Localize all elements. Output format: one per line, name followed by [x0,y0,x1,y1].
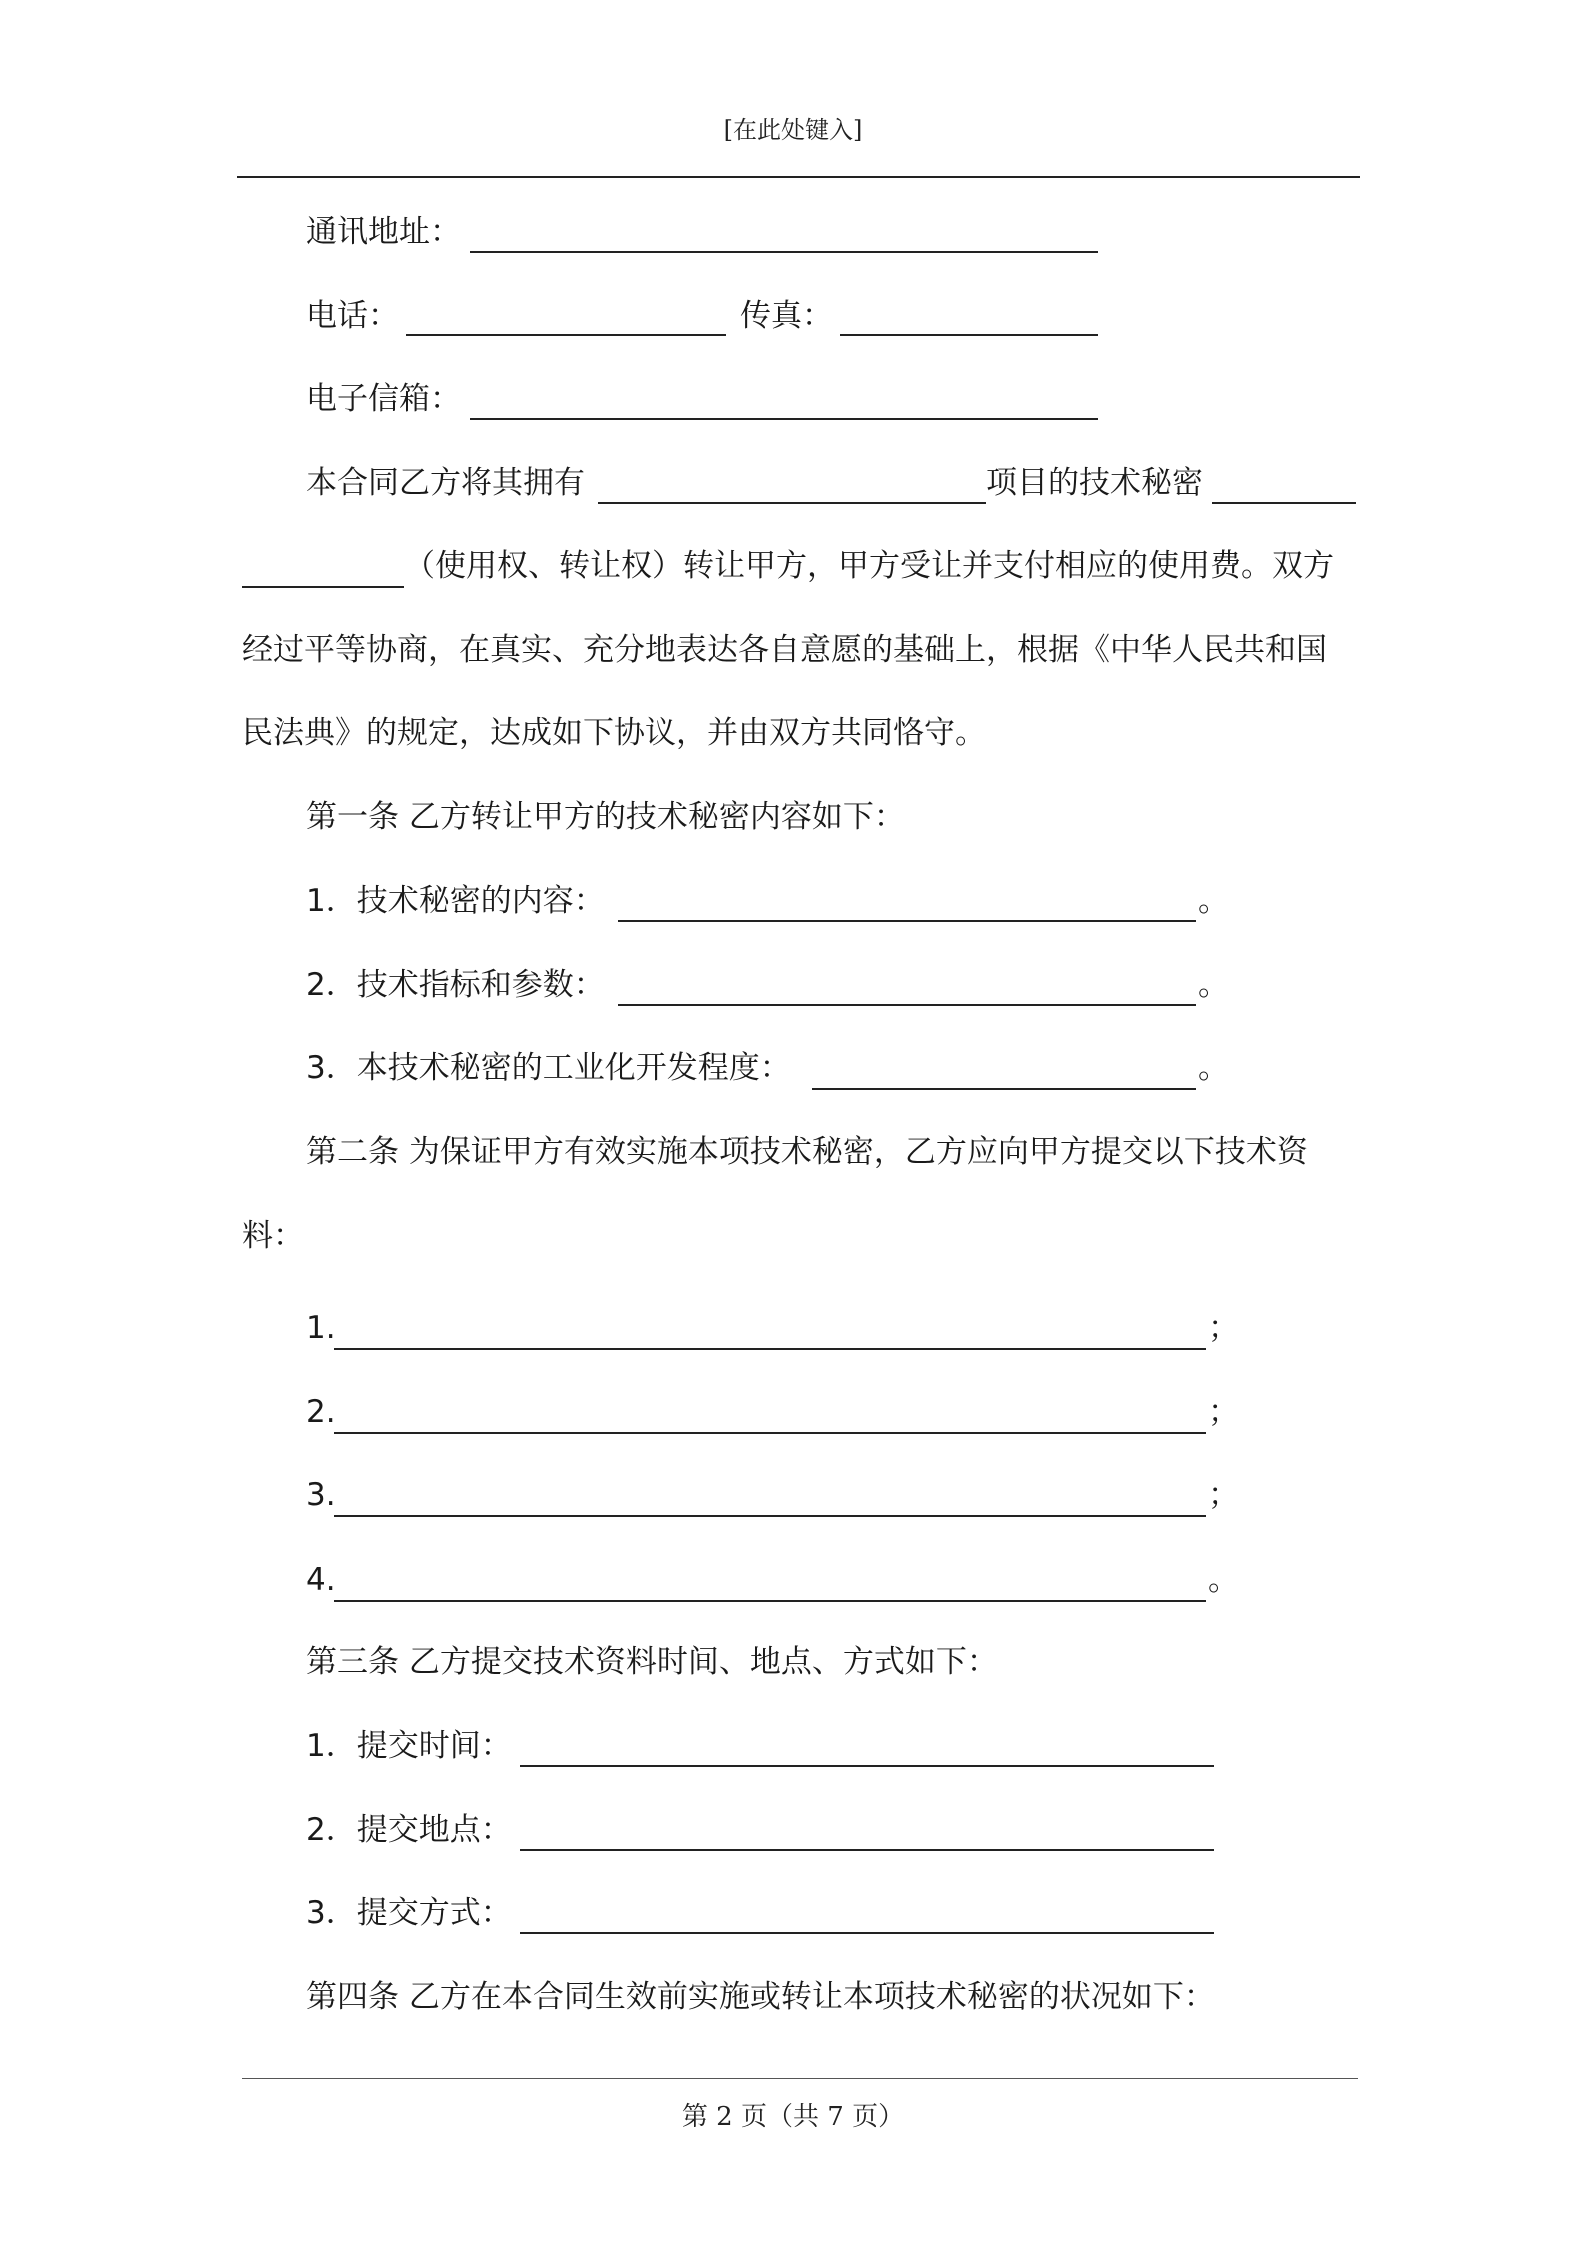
article1-item2-end: 。 [1198,967,1229,1003]
address-label: 通讯地址： [306,214,461,250]
fax-label: 传真： [740,298,833,334]
article2-item4-blank[interactable] [334,1600,1206,1602]
trade-secret-blank-b[interactable] [242,586,404,588]
article2-item3-blank[interactable] [334,1515,1206,1517]
article1-item1-blank[interactable] [618,920,1196,922]
article1-item1-label: 1．技术秘密的内容： [306,883,605,919]
article1-item2-label: 2．技术指标和参数： [306,967,605,1003]
article2-item4-num: 4. [306,1562,336,1598]
article2-item2-end: ； [1208,1394,1239,1430]
intro-line2: （使用权、转让权）转让甲方，甲方受让并支付相应的使用费。双方 [404,548,1334,584]
article3-title: 第三条 乙方提交技术资料时间、地点、方式如下： [306,1644,998,1680]
article1-item2-blank[interactable] [618,1004,1196,1006]
article1-item3-end: 。 [1198,1050,1229,1086]
page-header: [在此处键入] [723,116,863,144]
footer-divider [242,2078,1358,2079]
intro-line3: 经过平等协商，在真实、充分地表达各自意愿的基础上，根据《中华人民共和国 [242,632,1327,668]
article2-item1-num: 1. [306,1310,336,1346]
trade-secret-blank-a[interactable] [1212,502,1356,504]
submit-method-blank[interactable] [520,1932,1214,1934]
submit-method-label: 3．提交方式： [306,1895,512,1931]
article2-title-line2: 料： [242,1218,304,1254]
article2-item3-end: ； [1208,1477,1239,1513]
phone-label: 电话： [306,298,399,334]
email-label: 电子信箱： [306,381,461,417]
article1-item3-label: 3．本技术秘密的工业化开发程度： [306,1050,791,1086]
header-divider [237,176,1360,178]
submit-place-label: 2．提交地点： [306,1812,512,1848]
article2-item1-blank[interactable] [334,1348,1206,1350]
email-blank[interactable] [470,418,1098,420]
phone-blank[interactable] [406,334,726,336]
article2-item4-end: 。 [1208,1562,1239,1598]
page-number: 第 2 页（共 7 页） [681,2102,905,2132]
intro-line4: 民法典》的规定，达成如下协议，并由双方共同恪守。 [242,715,986,751]
submit-time-blank[interactable] [520,1765,1214,1767]
article2-item2-blank[interactable] [334,1432,1206,1434]
article4-title: 第四条 乙方在本合同生效前实施或转让本项技术秘密的状况如下： [306,1979,1215,2015]
submit-place-blank[interactable] [520,1849,1214,1851]
article1-item3-blank[interactable] [812,1088,1196,1090]
project-blank[interactable] [598,502,986,504]
fax-blank[interactable] [840,334,1098,336]
intro-text-part2: 项目的技术秘密 [986,465,1203,501]
article2-title-line1: 第二条 为保证甲方有效实施本项技术秘密，乙方应向甲方提交以下技术资 [306,1134,1308,1170]
article1-item1-end: 。 [1198,883,1229,919]
intro-text-part1: 本合同乙方将其拥有 [306,465,585,501]
address-blank[interactable] [470,251,1098,253]
submit-time-label: 1．提交时间： [306,1728,512,1764]
article2-item2-num: 2. [306,1394,336,1430]
article2-item3-num: 3. [306,1477,336,1513]
article1-title: 第一条 乙方转让甲方的技术秘密内容如下： [306,799,905,835]
article2-item1-end: ； [1208,1310,1239,1346]
